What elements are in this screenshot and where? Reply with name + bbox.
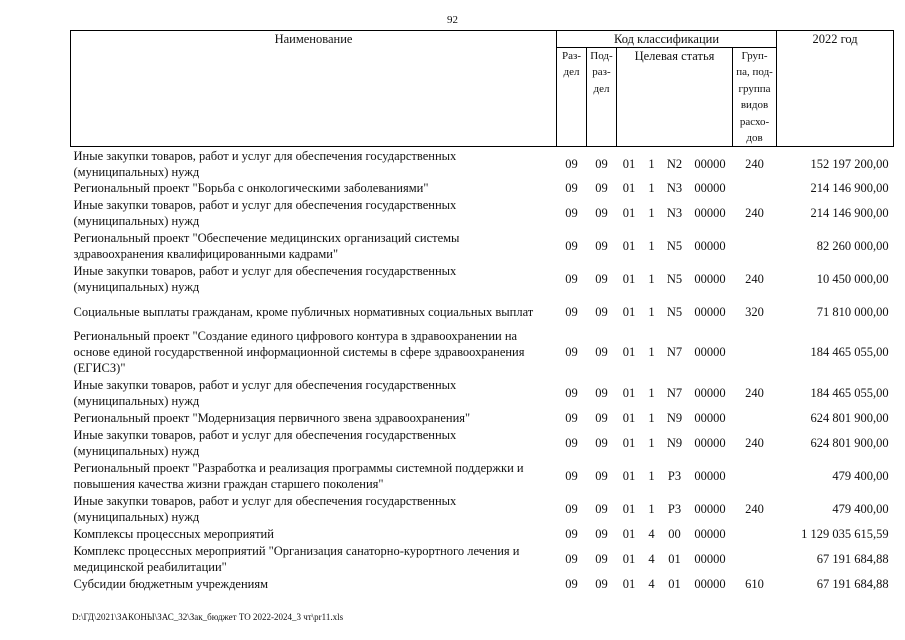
row-target-cs1: 01 xyxy=(622,552,636,567)
row-amount: 479 400,00 xyxy=(832,502,889,517)
row-target-cs4: 00000 xyxy=(694,411,726,426)
row-name: Субсидии бюджетным учреждениям xyxy=(73,577,269,592)
row-name: Комплексы процессных мероприятий xyxy=(73,527,274,542)
row-target-cs4: 00000 xyxy=(694,552,726,567)
row-target-cs3: P3 xyxy=(667,469,682,484)
row-target-cs2: 1 xyxy=(648,469,655,484)
row-podrazdel: 09 xyxy=(595,552,608,567)
header-podrazdel: Под- раз- дел xyxy=(587,48,617,147)
row-podrazdel: 09 xyxy=(595,436,608,451)
row-target-cs2: 4 xyxy=(648,552,655,567)
row-amount: 624 801 900,00 xyxy=(810,436,889,451)
row-target-cs4: 00000 xyxy=(694,272,726,287)
row-target-cs4: 00000 xyxy=(694,386,726,401)
row-razdel: 09 xyxy=(565,411,578,426)
row-expense-type xyxy=(733,543,777,576)
table-row xyxy=(71,543,894,576)
row-expense-type xyxy=(733,328,777,377)
row-amount: 10 450 000,00 xyxy=(816,272,889,287)
row-amount: 214 146 900,00 xyxy=(810,181,889,196)
table-row xyxy=(71,263,894,296)
row-podrazdel: 09 xyxy=(595,272,608,287)
row-target-cs3: N9 xyxy=(666,436,683,451)
row-target-cs2: 1 xyxy=(648,386,655,401)
row-expense-type: 240 xyxy=(745,502,764,517)
row-amount: 184 465 055,00 xyxy=(810,386,889,401)
row-amount: 624 801 900,00 xyxy=(810,411,889,426)
table-row xyxy=(71,296,894,328)
row-name: Иные закупки товаров, работ и услуг для обеспечения государственных (муниципальных) нужд xyxy=(73,148,457,179)
row-target-cs1: 01 xyxy=(622,527,636,542)
row-podrazdel: 09 xyxy=(595,345,608,360)
table-row xyxy=(71,377,894,410)
row-expense-type xyxy=(733,460,777,493)
row-podrazdel: 09 xyxy=(595,206,608,221)
row-target-cs4: 00000 xyxy=(694,502,726,517)
row-target-cs1: 01 xyxy=(622,272,636,287)
row-razdel: 09 xyxy=(565,552,578,567)
row-target-cs1: 01 xyxy=(622,345,636,360)
row-target-cs3: N9 xyxy=(666,411,683,426)
table-row xyxy=(71,427,894,460)
row-target-cs4: 00000 xyxy=(694,436,726,451)
row-target-cs4: 00000 xyxy=(694,181,726,196)
header-target-article: Целевая статья xyxy=(617,48,733,147)
row-target-cs2: 1 xyxy=(648,345,655,360)
row-target-cs4: 00000 xyxy=(694,239,726,254)
row-target-cs1: 01 xyxy=(622,206,636,221)
header-razdel: Раз- дел xyxy=(557,48,587,147)
row-razdel: 09 xyxy=(565,345,578,360)
row-target-cs3: 00 xyxy=(668,527,681,542)
row-podrazdel: 09 xyxy=(595,156,608,171)
row-target-cs1: 01 xyxy=(622,411,636,426)
row-expense-type: 240 xyxy=(745,436,764,451)
row-target-cs3: N5 xyxy=(666,272,683,287)
row-target-cs2: 1 xyxy=(648,502,655,517)
row-razdel: 09 xyxy=(565,502,578,517)
row-target-cs4: 00000 xyxy=(694,527,726,542)
row-target-cs2: 1 xyxy=(648,239,655,254)
row-podrazdel: 09 xyxy=(595,469,608,484)
row-target-cs1: 01 xyxy=(622,304,636,319)
row-target-cs3: P3 xyxy=(667,502,682,517)
footer-file-path: D:\ГД\2021\ЗАКОНЫ\ЗАС_32\Зак_бюджет ТО 2022-2024_3 чт\pr11.xls xyxy=(72,612,344,622)
row-target-cs1: 01 xyxy=(622,386,636,401)
row-expense-type: 240 xyxy=(745,206,764,221)
row-name: Региональный проект "Создание единого цифрового контура в здравоохранении на основе единой государственной информационной системы в сфере здравоохранения (ЕГИСЗ)" xyxy=(73,329,525,376)
row-name: Региональный проект "Обеспечение медицинских организаций системы здравоохранения квалифицированными кадрами" xyxy=(73,231,460,262)
row-razdel: 09 xyxy=(565,181,578,196)
row-podrazdel: 09 xyxy=(595,411,608,426)
row-target-cs3: N7 xyxy=(666,386,683,401)
row-target-cs3: N3 xyxy=(666,206,683,221)
row-target-cs4: 00000 xyxy=(694,469,726,484)
table-header xyxy=(71,31,894,147)
row-target-cs2: 1 xyxy=(648,206,655,221)
page-number: 92 xyxy=(447,14,458,26)
row-amount: 67 191 684,88 xyxy=(816,577,889,592)
table-row xyxy=(71,180,894,197)
row-target-cs3: N3 xyxy=(666,181,683,196)
row-target-cs2: 1 xyxy=(648,181,655,196)
row-target-cs2: 4 xyxy=(648,577,655,592)
row-podrazdel: 09 xyxy=(595,577,608,592)
row-name: Иные закупки товаров, работ и услуг для обеспечения государственных (муниципальных) нужд xyxy=(73,494,457,525)
row-name: Социальные выплаты гражданам, кроме публичных нормативных социальных выплат xyxy=(73,304,534,319)
row-razdel: 09 xyxy=(565,386,578,401)
row-target-cs4: 00000 xyxy=(694,156,726,171)
row-expense-type: 320 xyxy=(745,304,764,319)
row-name: Иные закупки товаров, работ и услуг для обеспечения государственных (муниципальных) нужд xyxy=(73,198,457,229)
table-row xyxy=(71,526,894,543)
table-row xyxy=(71,576,894,593)
table-row xyxy=(71,410,894,427)
row-amount: 184 465 055,00 xyxy=(810,345,889,360)
row-target-cs3: N5 xyxy=(666,239,683,254)
row-podrazdel: 09 xyxy=(595,386,608,401)
row-target-cs4: 00000 xyxy=(694,304,726,319)
row-target-cs4: 00000 xyxy=(694,206,726,221)
row-expense-type xyxy=(733,180,777,197)
row-target-cs1: 01 xyxy=(622,156,636,171)
row-target-cs1: 01 xyxy=(622,469,636,484)
table-row xyxy=(71,230,894,263)
row-target-cs2: 1 xyxy=(648,411,655,426)
row-name: Региональный проект "Модернизация первичного звена здравоохранения" xyxy=(73,411,471,426)
table-row xyxy=(71,493,894,526)
row-amount: 1 129 035 615,59 xyxy=(801,527,889,542)
row-name: Региональный проект "Разработка и реализация программы системной поддержки и повышения качества жизни граждан старшего поколения" xyxy=(73,461,524,492)
row-name: Иные закупки товаров, работ и услуг для обеспечения государственных (муниципальных) нужд xyxy=(73,378,457,409)
table-row xyxy=(71,147,894,180)
row-podrazdel: 09 xyxy=(595,239,608,254)
row-target-cs1: 01 xyxy=(622,436,636,451)
row-target-cs1: 01 xyxy=(622,577,636,592)
row-target-cs1: 01 xyxy=(622,502,636,517)
table-body xyxy=(71,147,894,593)
row-target-cs2: 1 xyxy=(648,436,655,451)
row-amount: 479 400,00 xyxy=(832,469,889,484)
row-razdel: 09 xyxy=(565,469,578,484)
row-podrazdel: 09 xyxy=(595,502,608,517)
row-target-cs3: 01 xyxy=(668,577,681,592)
row-razdel: 09 xyxy=(565,304,578,319)
table-row xyxy=(71,328,894,377)
row-target-cs1: 01 xyxy=(622,181,636,196)
row-podrazdel: 09 xyxy=(595,181,608,196)
row-podrazdel: 09 xyxy=(595,304,608,319)
row-target-cs3: N7 xyxy=(666,345,683,360)
row-name: Иные закупки товаров, работ и услуг для обеспечения государственных (муниципальных) нужд xyxy=(73,428,457,459)
header-code-group: Код классификации xyxy=(557,31,777,48)
row-expense-type: 240 xyxy=(745,272,764,287)
row-target-cs3: 01 xyxy=(668,552,681,567)
row-amount: 67 191 684,88 xyxy=(816,552,889,567)
table-row xyxy=(71,197,894,230)
row-target-cs1: 01 xyxy=(622,239,636,254)
row-amount: 71 810 000,00 xyxy=(816,304,889,319)
row-amount: 214 146 900,00 xyxy=(810,206,889,221)
budget-table xyxy=(70,30,894,593)
row-amount: 82 260 000,00 xyxy=(816,239,889,254)
row-razdel: 09 xyxy=(565,577,578,592)
row-target-cs3: N2 xyxy=(666,156,683,171)
table-row xyxy=(71,460,894,493)
row-expense-type: 610 xyxy=(745,577,764,592)
header-name: Наименование xyxy=(71,31,557,147)
row-amount: 152 197 200,00 xyxy=(810,156,889,171)
row-target-cs2: 1 xyxy=(648,156,655,171)
row-expense-type xyxy=(733,526,777,543)
row-razdel: 09 xyxy=(565,206,578,221)
row-target-cs2: 1 xyxy=(648,304,655,319)
row-target-cs3: N5 xyxy=(666,304,683,319)
row-name: Иные закупки товаров, работ и услуг для обеспечения государственных (муниципальных) нужд xyxy=(73,264,457,295)
header-expense-type: Груп- па, под- группа видов расхо- дов xyxy=(733,48,777,147)
row-razdel: 09 xyxy=(565,436,578,451)
header-year: 2022 год xyxy=(777,31,894,147)
row-razdel: 09 xyxy=(565,156,578,171)
row-expense-type: 240 xyxy=(745,156,764,171)
row-expense-type xyxy=(733,230,777,263)
row-name: Региональный проект "Борьба с онкологическими заболеваниями" xyxy=(73,181,429,196)
row-target-cs4: 00000 xyxy=(694,345,726,360)
row-target-cs2: 1 xyxy=(648,272,655,287)
row-target-cs4: 00000 xyxy=(694,577,726,592)
row-target-cs2: 4 xyxy=(648,527,655,542)
row-name: Комплекс процессных мероприятий "Организация санаторно-курортного лечения и медицинской реабилитации" xyxy=(73,544,520,575)
row-razdel: 09 xyxy=(565,272,578,287)
row-podrazdel: 09 xyxy=(595,527,608,542)
row-razdel: 09 xyxy=(565,239,578,254)
row-expense-type: 240 xyxy=(745,386,764,401)
row-expense-type xyxy=(733,410,777,427)
row-razdel: 09 xyxy=(565,527,578,542)
